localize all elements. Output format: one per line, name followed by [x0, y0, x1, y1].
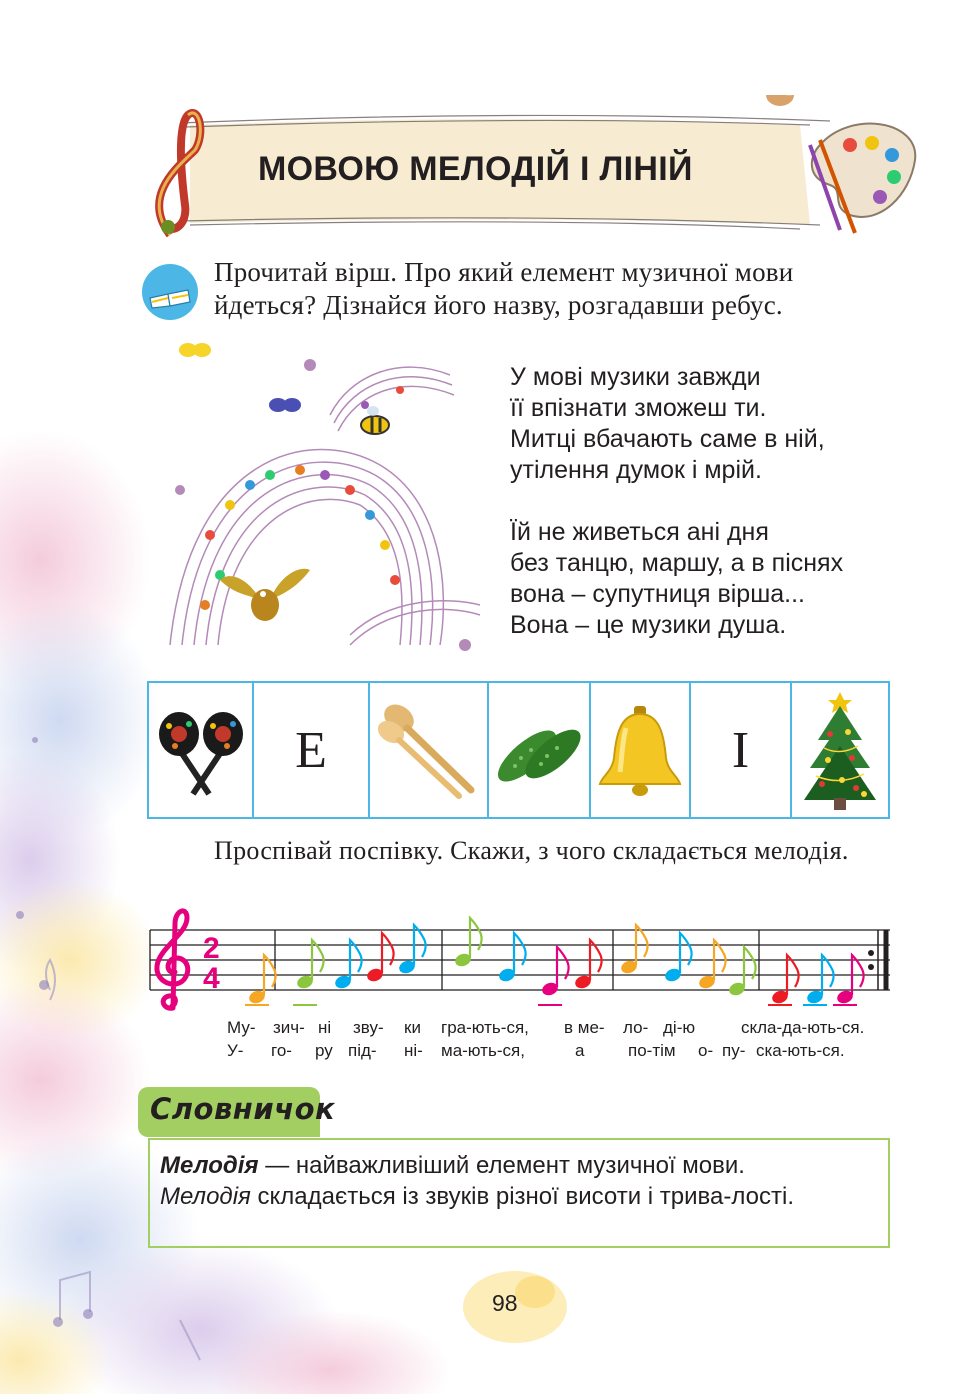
flying-bird-icon	[220, 569, 310, 621]
instruction-sing: Проспівай поспівку. Скажи, з чого складається мелодія.	[214, 836, 849, 865]
vocabulary-definition-text: — найважливіший елемент музичної мови.	[258, 1152, 745, 1179]
instruction-line-1: Прочитай вірш. Про який елемент музичної мови	[214, 257, 794, 287]
bell-icon	[592, 702, 688, 798]
poem	[510, 362, 843, 641]
poem-line: Їй не живеться ані дня	[510, 518, 769, 546]
vocabulary-title: Словничок	[150, 1092, 336, 1126]
poem-line: Митці вбачають саме в ній,	[510, 425, 825, 453]
poem-line: її впізнати зможеш ти.	[510, 394, 767, 422]
lyric-syllable: гра-ють-ся,	[441, 1018, 529, 1037]
lyric-syllable: ло-	[623, 1018, 649, 1037]
butterfly-yellow-icon	[179, 343, 211, 357]
music-staff	[145, 900, 895, 1015]
vocabulary-term: Мелодія	[160, 1152, 259, 1179]
maracas-icon	[153, 702, 249, 798]
lyric-syllable: зич-	[273, 1018, 305, 1037]
lyric-syllable: скла-да-ють-ся.	[741, 1018, 865, 1037]
vocabulary-term-2: Мелодія	[160, 1183, 251, 1210]
butterfly-blue-icon	[269, 398, 301, 412]
rebus-cell-christmas-tree	[792, 683, 888, 817]
reading-book-icon	[140, 262, 200, 322]
rebus-cell-bell	[591, 683, 691, 817]
lyric-syllable: під-	[348, 1041, 377, 1060]
rebus-cell-spoons	[370, 683, 489, 817]
bee-icon	[361, 406, 389, 434]
lyric-syllable: в ме-	[564, 1018, 605, 1037]
musical-rainbow-illustration	[150, 335, 490, 665]
note-stem	[382, 933, 394, 973]
rebus-cell-letter-e	[254, 683, 370, 817]
time-signature-bottom: 4	[203, 962, 220, 995]
lyric-syllable: Му-	[227, 1018, 256, 1037]
lyric-syllable: ска-ють-ся.	[756, 1041, 845, 1060]
rebus-cell-cucumbers	[489, 683, 591, 817]
spoons-icon	[377, 698, 481, 802]
melody-notes	[245, 918, 864, 1005]
vocabulary-definition	[160, 1150, 878, 1212]
instruction-read-poem	[214, 256, 894, 322]
lyric-syllable: о-	[698, 1041, 714, 1060]
rebus-letter: І	[731, 721, 750, 779]
time-signature-top: 2	[203, 932, 220, 965]
note-stem	[744, 947, 756, 987]
rebus-cell-maracas	[149, 683, 254, 817]
christmas-tree-icon	[800, 688, 880, 812]
lyric-syllable: ні-	[404, 1041, 423, 1060]
note-stem	[557, 947, 569, 987]
lyric-syllable: а	[575, 1041, 585, 1060]
lyric-syllable: пу-	[722, 1041, 746, 1060]
note-stem	[680, 933, 692, 973]
poem-line: У мові музики завжди	[510, 363, 761, 391]
rebus-cell-letter-i	[691, 683, 792, 817]
bird-icon	[766, 95, 803, 106]
paint-palette-icon	[810, 124, 915, 233]
lyric-syllable: ді-ю	[663, 1018, 696, 1037]
page-title: МОВОЮ МЕЛОДІЙ І ЛІНІЙ	[258, 150, 693, 188]
lyric-syllable: по-тім	[628, 1041, 676, 1060]
page-number: 98	[492, 1290, 518, 1316]
flower-icon	[175, 359, 471, 651]
poem-line: Вона – це музики душа.	[510, 611, 787, 639]
lyric-syllable: ні	[318, 1018, 332, 1037]
note-stem	[470, 918, 482, 958]
lyric-syllable: ки	[404, 1018, 421, 1037]
treble-clef-icon	[157, 911, 188, 1008]
note-stem	[514, 933, 526, 973]
rebus-letter: Е	[295, 721, 327, 779]
cucumbers-icon	[491, 702, 587, 798]
vocabulary-definition-text-2: складається із звуків різної висоти і трива-лості.	[250, 1183, 794, 1210]
lyric-syllable: ма-ють-ся,	[441, 1041, 525, 1060]
instruction-line-2: йдеться? Дізнайся його назву, розгадавши ребус.	[214, 290, 783, 320]
lyric-syllable: го-	[271, 1041, 292, 1060]
lyric-syllable: ру	[315, 1041, 333, 1060]
poem-line: вона – супутниця вірша...	[510, 580, 806, 608]
poem-line: без танцю, маршу, а в піснях	[510, 549, 844, 577]
rebus-puzzle	[147, 681, 890, 819]
lyric-syllable: зву-	[353, 1018, 384, 1037]
poem-line: утілення думок і мрій.	[510, 456, 762, 484]
lyric-syllable: У-	[227, 1041, 244, 1060]
